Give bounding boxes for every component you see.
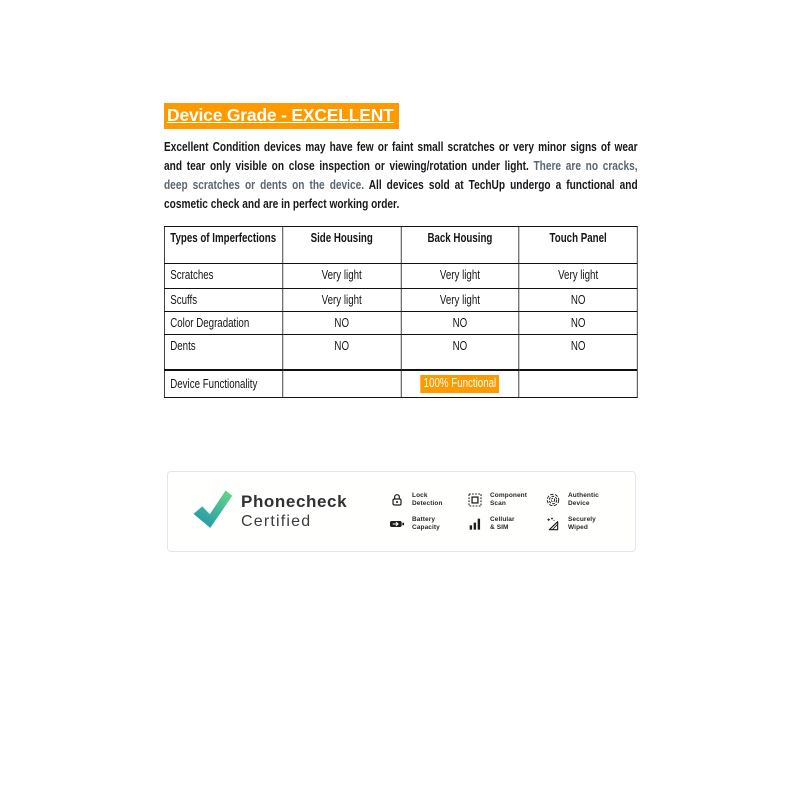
- document-body: [164, 137, 638, 398]
- phonecheck-certified-badge: [167, 471, 636, 552]
- table-row-color-degradation: [164, 312, 637, 335]
- cell-value: NO: [519, 289, 637, 312]
- feature-label: Component Scan: [490, 492, 528, 507]
- phonecheck-checkmark-logo: [190, 486, 234, 537]
- imperfections-table: [164, 226, 638, 398]
- row-label: Scratches: [164, 264, 282, 289]
- row-label: Dents: [164, 335, 282, 370]
- brand-name: Phonecheck: [241, 492, 348, 511]
- cell-value: Very light: [401, 289, 519, 312]
- feature-battery-capacity: [389, 516, 467, 532]
- cell-value: [519, 370, 637, 398]
- feature-authentic-device: [545, 492, 623, 508]
- cell-value: [401, 370, 519, 398]
- feature-label: Lock Detection: [412, 492, 443, 507]
- table-row-scratches: [164, 264, 637, 289]
- fingerprint-icon: [545, 492, 561, 508]
- header-side-housing: Side Housing: [283, 227, 401, 264]
- feature-label: Battery Capacity: [412, 516, 440, 531]
- cell-value: NO: [283, 335, 401, 370]
- functionality-highlight: 100% Functional: [421, 375, 500, 393]
- feature-label: Securely Wiped: [568, 516, 596, 531]
- feature-component-scan: [467, 492, 545, 508]
- cell-value: Very light: [401, 264, 519, 289]
- component-scan-icon: [467, 492, 483, 508]
- cell-value: NO: [401, 335, 519, 370]
- header-touch-panel: Touch Panel: [519, 227, 637, 264]
- title-block: [164, 103, 399, 129]
- description-part3: All devices sold at TechUp undergo a functional and cosmetic check and are in perfect working order.: [164, 177, 638, 211]
- description-paragraph: [164, 137, 638, 213]
- signal-bars-icon: [467, 516, 483, 532]
- cell-value: [283, 370, 401, 398]
- certification-features: [389, 492, 623, 532]
- row-label: Scuffs: [164, 289, 282, 312]
- feature-securely-wiped: [545, 516, 623, 532]
- description-part2: There are no cracks, deep scratches or dents on the device.: [164, 158, 638, 192]
- header-types-of-imperfections: Types of Imperfections: [164, 227, 282, 264]
- row-label: Device Functionality: [164, 370, 282, 398]
- cell-value: Very light: [519, 264, 637, 289]
- lock-icon: [389, 492, 405, 508]
- cell-value: NO: [519, 312, 637, 335]
- table-row-device-functionality: [164, 370, 637, 398]
- cell-value: Very light: [283, 289, 401, 312]
- feature-label: Cellular & SIM: [490, 516, 515, 531]
- header-back-housing: Back Housing: [401, 227, 519, 264]
- brand-subtitle: Certified: [241, 513, 312, 530]
- cell-value: Very light: [283, 264, 401, 289]
- cell-value: NO: [401, 312, 519, 335]
- battery-icon: [389, 516, 405, 532]
- feature-label: Authentic Device: [568, 492, 599, 507]
- table-header-row: [164, 227, 637, 264]
- feature-cellular-sim: [467, 516, 545, 532]
- cell-value: NO: [519, 335, 637, 370]
- table-row-scuffs: [164, 289, 637, 312]
- cell-value: NO: [283, 312, 401, 335]
- wipe-icon: [545, 516, 561, 532]
- page-title: Device Grade - EXCELLENT: [164, 103, 399, 129]
- description-part1: Excellent Condition devices may have few or faint small scratches or very minor signs of wear and tear only visible on close inspection or viewing/rotation under light.: [164, 139, 638, 173]
- feature-lock-detection: [389, 492, 467, 508]
- brand-text: [241, 492, 347, 531]
- row-label: Color Degradation: [164, 312, 282, 335]
- table-row-dents: [164, 335, 637, 370]
